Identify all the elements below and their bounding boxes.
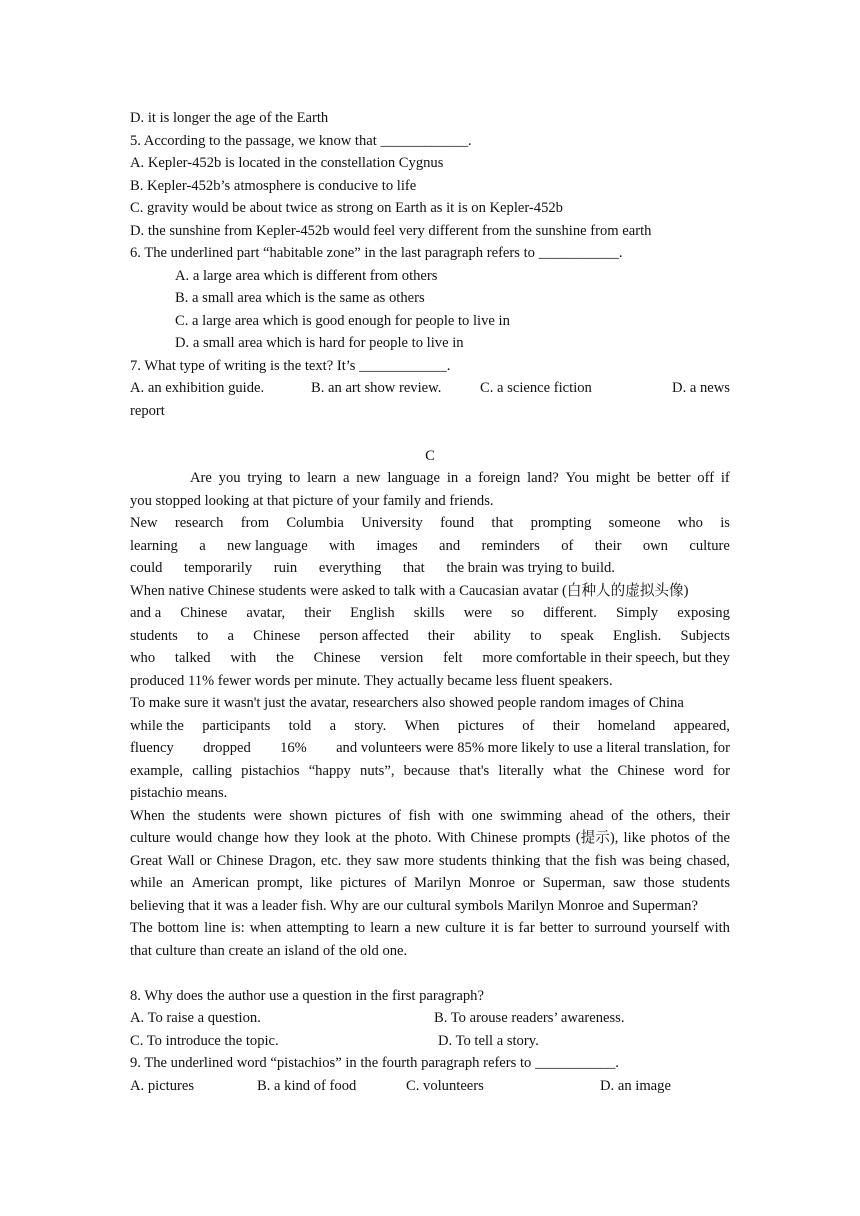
passage-word: someone	[608, 515, 661, 531]
passage-word: line	[204, 920, 226, 936]
passage-word: of	[522, 717, 535, 734]
passage-word: the	[276, 650, 294, 666]
passage-word: exposing	[677, 605, 730, 621]
passage-word: that's	[459, 762, 490, 779]
passage-word: reminders	[481, 537, 540, 554]
passage-word: English.	[613, 627, 662, 644]
passage-word: to	[288, 470, 301, 486]
passage-word: When	[404, 717, 440, 734]
passage-word: the	[712, 830, 730, 846]
passage-word: how	[263, 830, 290, 846]
passage-word: speak	[560, 627, 594, 644]
passage-word: a	[199, 537, 206, 554]
q9-option-d: D. an image	[600, 1077, 671, 1094]
passage-word: 16%	[280, 740, 307, 756]
passage-word: more	[404, 852, 435, 869]
passage-word: to	[530, 627, 542, 644]
passage-word: of	[394, 875, 407, 891]
passage-p4-line1: To make sure it wasn't just the avatar, researchers also showed people random images of China	[130, 695, 684, 711]
passage-word: American	[191, 875, 250, 891]
passage-word: yourself	[651, 920, 700, 936]
passage-word: talked	[174, 650, 211, 666]
passage-word: while	[130, 875, 163, 891]
passage-word: and a	[130, 605, 162, 621]
passage-word: they	[294, 830, 320, 846]
passage-word: and	[439, 537, 461, 554]
passage-word: an	[170, 875, 184, 891]
q7-option-d: D. a news	[672, 380, 730, 396]
passage-word: like	[623, 830, 646, 846]
passage-word: students	[682, 875, 730, 891]
passage-word: their	[703, 807, 730, 824]
passage-word: and volunteers were 85% more likely to use a literal translation, for	[336, 740, 730, 756]
passage-word: thinking	[491, 852, 541, 869]
passage-word: their	[552, 717, 580, 734]
passage-word: being	[649, 852, 682, 869]
q7-stem: 7. What type of writing is the text? It’s ____________.	[130, 357, 451, 374]
passage-word: participants	[202, 717, 271, 734]
passage-p4-line4	[130, 760, 730, 783]
passage-word: to	[353, 920, 366, 936]
passage-p4-line5: pistachio means.	[130, 785, 228, 801]
passage-word: because	[403, 762, 450, 779]
passage-word: photo.	[394, 830, 432, 846]
passage-word: with	[230, 650, 257, 666]
passage-word: their	[427, 627, 455, 644]
passage-p2-line3	[130, 557, 615, 580]
passage-word: new	[356, 470, 381, 486]
passage-word: temporarily	[184, 560, 253, 576]
passage-word: the brain was trying to build.	[446, 560, 615, 576]
passage-word: that	[491, 515, 514, 531]
passage-word: Chinese	[253, 627, 301, 644]
passage-word: bottom	[157, 920, 200, 936]
passage-word: students	[197, 807, 246, 824]
passage-word: their	[304, 605, 331, 621]
passage-word: images	[376, 537, 418, 554]
passage-word: or	[199, 852, 212, 869]
q6-option-d: D. a small area which is hard for people to live in	[175, 335, 464, 351]
passage-word: photos	[650, 830, 690, 846]
passage-word: learning	[130, 537, 178, 554]
section-heading: C	[425, 447, 435, 464]
passage-word: off	[697, 470, 715, 486]
q7-option-b: B. an art show review.	[311, 380, 442, 396]
q5-option-c: C. gravity would be about twice as strong on Earth as it is on Kepler-452b	[130, 200, 563, 216]
q8-options-row2	[130, 1030, 730, 1053]
passage-word: culture	[445, 920, 486, 936]
passage-word: “happy	[308, 762, 351, 779]
passage-word: story.	[354, 717, 387, 734]
passage-word: others,	[656, 807, 696, 824]
passage-word: version	[380, 650, 424, 666]
passage-word: The	[130, 920, 153, 936]
passage-word: would	[175, 830, 213, 846]
passage-word: to	[197, 627, 209, 644]
passage-word: learn	[370, 920, 400, 936]
passage-word: new	[415, 920, 441, 936]
q5-option-a: A. Kepler-452b is located in the constellation Cygnus	[130, 155, 444, 171]
passage-word: with	[329, 537, 355, 554]
passage-word: the	[371, 830, 390, 846]
passage-word: swimming	[500, 807, 562, 824]
passage-word: felt	[443, 650, 463, 666]
passage-word: better	[539, 920, 573, 936]
q5-option-b: B. Kepler-452b’s atmosphere is conducive to life	[130, 177, 417, 194]
passage-p4-line3	[130, 737, 730, 760]
passage-word: University	[361, 515, 423, 531]
passage-word: language	[387, 470, 441, 486]
passage-word: ability	[473, 627, 511, 644]
passage-word: better	[657, 470, 691, 486]
q7-option-d-wrap: report	[130, 402, 165, 419]
passage-word: Chinese	[216, 852, 264, 869]
passage-p6-line2: that culture than create an island of the old one.	[130, 942, 408, 959]
q6-option-b: B. a small area which is the same as others	[175, 290, 425, 306]
passage-word: look	[324, 830, 351, 846]
passage-word: Are	[190, 470, 212, 486]
passage-word: their	[594, 537, 622, 554]
passage-word: own	[642, 537, 668, 554]
q9-stem: 9. The underlined word “pistachios” in the fourth paragraph refers to ___________.	[130, 1055, 619, 1071]
passage-word: Chinese	[617, 762, 665, 779]
passage-word: you	[218, 470, 241, 486]
q9-option-a: A. pictures	[130, 1077, 195, 1094]
passage-word: a	[464, 470, 472, 486]
passage-p4-line2	[130, 715, 730, 738]
passage-word: Chinese	[313, 650, 361, 666]
q7-options	[130, 377, 730, 400]
passage-word: like	[310, 875, 333, 891]
passage-word: fish	[408, 807, 431, 824]
passage-word: different.	[543, 605, 597, 621]
passage-word: New	[130, 515, 158, 531]
passage-p3-line1: When native Chinese students were asked to talk with a Caucasian avatar (白种人的虚拟头像)	[130, 582, 689, 599]
passage-word: the	[590, 762, 609, 779]
passage-word: is:	[230, 920, 245, 936]
passage-p3-line2	[130, 602, 730, 625]
passage-word: with	[704, 920, 730, 936]
passage-word: that	[402, 560, 425, 576]
passage-word: the	[572, 852, 590, 869]
passage-word: trying	[247, 470, 283, 486]
q8-option-b: B. To arouse readers’ awareness.	[434, 1010, 625, 1026]
passage-word: pictures	[457, 717, 504, 734]
passage-word: pictures	[340, 875, 387, 891]
passage-word: attempting	[286, 920, 349, 936]
passage-word: what	[552, 762, 582, 779]
passage-word: Chinese	[470, 830, 518, 846]
passage-word: told	[288, 717, 312, 734]
passage-word: Superman,	[542, 875, 606, 891]
passage-word: chased,	[686, 852, 730, 869]
passage-word: pictures	[334, 807, 382, 824]
passage-word: appeared,	[673, 717, 730, 734]
passage-word: was	[621, 852, 645, 869]
q8-option-a: A. To raise a question.	[130, 1010, 261, 1026]
passage-p5-line5: believing that it was a leader fish. Why are our cultural symbols Marilyn Monroe and Superman?	[130, 897, 698, 914]
q9-options	[130, 1075, 730, 1098]
q7-option-c: C. a science fiction	[480, 380, 592, 396]
passage-word: if	[720, 470, 730, 486]
passage-word: Great	[130, 852, 163, 869]
q6-option-c: C. a large area which is good enough for people to live in	[175, 312, 510, 329]
passage-word: a	[329, 717, 337, 734]
passage-word: is	[720, 515, 730, 531]
passage-word: You	[565, 470, 590, 486]
passage-word: Dragon,	[268, 852, 316, 869]
passage-word: etc.	[320, 852, 342, 869]
passage-p5-line4	[130, 872, 730, 895]
passage-word: Columbia	[286, 515, 344, 531]
passage-word: Chinese	[180, 605, 228, 621]
passage-word: could	[130, 560, 163, 576]
q8-stem: 8. Why does the author use a question in the first paragraph?	[130, 987, 484, 1004]
passage-word: from	[240, 515, 270, 531]
passage-p5-line1	[130, 805, 730, 828]
passage-word: When	[130, 807, 165, 824]
passage-word: found	[440, 515, 475, 531]
passage-word: everything	[318, 560, 382, 576]
q8-options-row1	[130, 1007, 730, 1030]
passage-word: more comfortable in their speech, but they	[482, 650, 730, 666]
q5-option-d: D. the sunshine from Kepler-452b would feel very different from the sunshine from earth	[130, 222, 652, 239]
passage-word: dropped	[203, 740, 251, 756]
passage-word: for	[712, 762, 730, 779]
passage-p3-line3	[130, 625, 730, 648]
passage-word: of	[611, 807, 624, 824]
passage-word: Simply	[615, 605, 659, 621]
q6-option-a: A. a large area which is different from others	[175, 267, 438, 284]
passage-word: students	[438, 852, 487, 869]
passage-word: saw	[376, 852, 400, 869]
passage-word: were	[463, 605, 493, 621]
passage-word: is	[503, 920, 514, 936]
passage-word: avatar,	[246, 605, 286, 621]
passage-word: saw	[613, 875, 636, 891]
passage-word: research	[174, 515, 224, 531]
passage-word: ahead	[569, 807, 604, 824]
passage-word: the	[630, 807, 649, 824]
passage-word: shown	[289, 807, 328, 824]
passage-word: of	[561, 537, 574, 554]
document-page	[130, 107, 730, 1097]
q9-option-b: B. a kind of food	[257, 1077, 357, 1094]
passage-word: to	[577, 920, 590, 936]
passage-word: change	[217, 830, 259, 846]
passage-word: when	[249, 920, 282, 936]
passage-word: learn	[307, 470, 337, 486]
passage-word: while the	[130, 717, 184, 734]
passage-word: be	[636, 470, 651, 486]
passage-word: prompts	[522, 830, 571, 846]
passage-word: pistachios	[241, 762, 300, 779]
passage-word: fluency	[130, 740, 174, 756]
passage-word: who	[130, 650, 156, 666]
passage-word: English	[350, 605, 395, 621]
passage-word: of	[694, 830, 707, 846]
passage-word: literally	[498, 762, 544, 779]
passage-word: example,	[130, 762, 184, 779]
passage-word: at	[355, 830, 367, 846]
passage-word: surround	[594, 920, 647, 936]
passage-word: (提示),	[575, 830, 619, 846]
passage-word: they	[346, 852, 372, 869]
passage-word: homeland	[597, 717, 656, 734]
passage-word: person affected	[319, 627, 409, 644]
passage-word: new language	[227, 537, 308, 554]
passage-p1-line1	[130, 467, 730, 490]
passage-word: Monroe	[468, 875, 515, 891]
passage-word: a	[343, 470, 350, 486]
passage-word: a	[404, 920, 411, 936]
q8-option-d: D. To tell a story.	[438, 1032, 539, 1049]
passage-p3-line5: produced 11% fewer words per minute. They actually became less fluent speakers.	[130, 672, 613, 689]
passage-word: or	[522, 875, 535, 891]
passage-p1-line2: you stopped looking at that picture of your family and friends.	[130, 492, 494, 509]
passage-word: land?	[527, 470, 559, 486]
passage-word: nuts”,	[360, 762, 395, 779]
passage-word: who	[677, 515, 703, 531]
passage-word: Subjects	[680, 627, 730, 644]
passage-p5-line2	[130, 827, 730, 850]
passage-word: foreign	[478, 470, 521, 486]
passage-word: far	[518, 920, 535, 936]
q8-option-c: C. To introduce the topic.	[130, 1032, 279, 1049]
passage-word: Wall	[167, 852, 195, 869]
passage-word: ruin	[273, 560, 298, 576]
q5-stem: 5. According to the passage, we know that ____________.	[130, 132, 472, 149]
passage-p5-line3	[130, 850, 730, 873]
passage-word: prompting	[530, 515, 592, 531]
passage-word: the	[172, 807, 191, 824]
q7-option-a: A. an exhibition guide.	[130, 380, 265, 396]
passage-word: that	[545, 852, 568, 869]
q9-option-c: C. volunteers	[406, 1077, 484, 1094]
passage-word: culture	[130, 830, 171, 846]
passage-word: culture	[689, 537, 730, 554]
passage-word: of	[388, 807, 401, 824]
q4-option-d: D. it is longer the age of the Earth	[130, 110, 329, 126]
passage-word: skills	[413, 605, 445, 621]
passage-p3-line4	[130, 647, 730, 670]
passage-word: were	[253, 807, 282, 824]
passage-word: with	[438, 807, 464, 824]
passage-word: Marilyn	[413, 875, 462, 891]
q6-stem: 6. The underlined part “habitable zone” in the last paragraph refers to ___________.	[130, 245, 623, 261]
passage-word: With	[436, 830, 466, 846]
passage-word: calling	[192, 762, 232, 779]
passage-word: students	[130, 627, 178, 644]
passage-word: prompt,	[256, 875, 303, 891]
passage-word: a	[227, 627, 234, 644]
passage-word: those	[643, 875, 675, 891]
passage-p2-line2	[130, 535, 730, 558]
passage-word: fish	[594, 852, 617, 869]
passage-word: word	[673, 762, 704, 779]
passage-word: so	[511, 605, 525, 621]
passage-word: might	[595, 470, 630, 486]
passage-word: one	[471, 807, 493, 824]
passage-p6-line1	[130, 917, 730, 940]
passage-word: it	[490, 920, 499, 936]
passage-word: in	[446, 470, 459, 486]
passage-p2-line1	[130, 512, 730, 535]
